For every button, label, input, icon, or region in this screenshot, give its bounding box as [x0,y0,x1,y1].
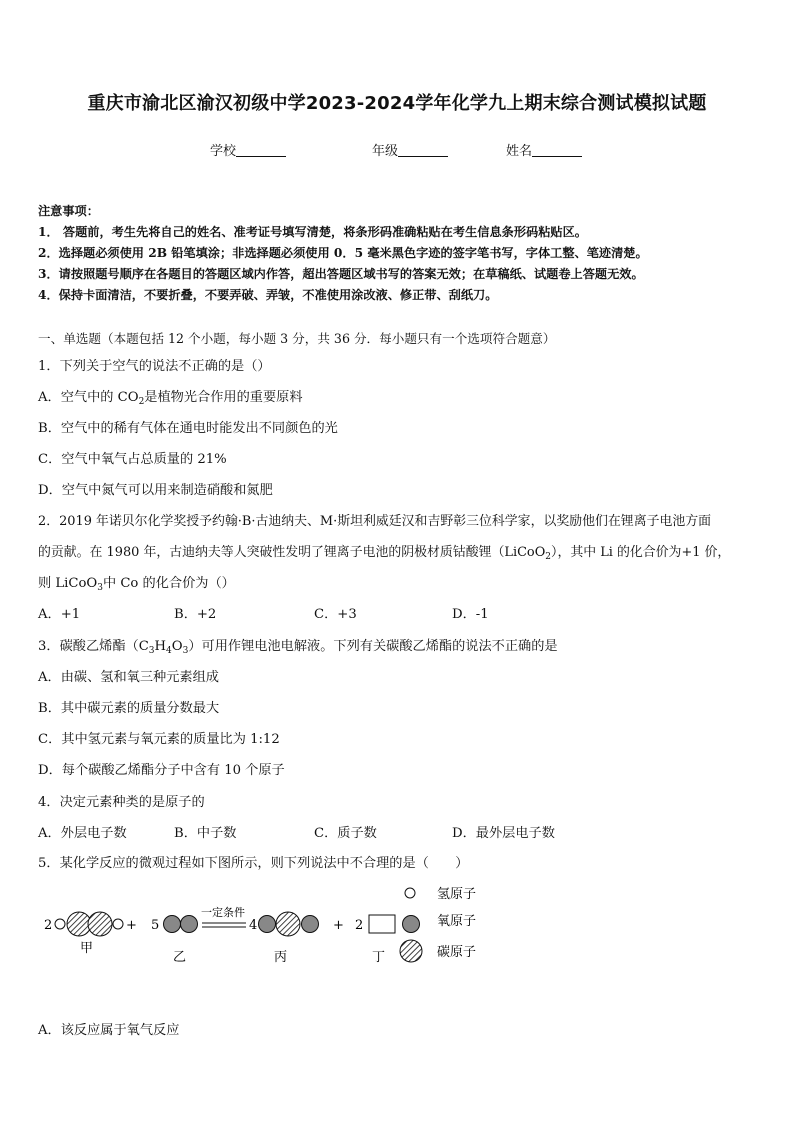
plus-sign: + [333,918,344,933]
legend-oxygen-label: 氧原子 [437,914,477,929]
question-3-option-b: B．其中碳元素的质量分数最大 [38,701,220,716]
question-3-option-c: C．其中氢元素与氧元素的质量比为 1:12 [38,732,280,747]
name-label: 姓名 [506,144,533,159]
hydrogen-atom [113,919,123,929]
question-2-stem-line-3: 则 LiCoO$_3$中 Co 的化合价为（） [38,576,235,593]
question-1-option-c: C．空气中氧气占总质量的 21% [38,452,227,467]
oxygen-atom [403,916,420,933]
legend-carbon-label: 碳原子 [437,945,477,960]
question-2-option-b: B．+2 [174,607,217,622]
label-jia: 甲 [80,941,94,956]
question-2-option-d: D．-1 [452,607,489,622]
legend-hydrogen-icon [405,888,415,898]
question-3-option-d: D．每个碳酸乙烯酯分子中含有 10 个原子 [38,763,285,778]
reaction-diagram [0,872,794,982]
question-1-stem: 1．下列关于空气的说法不正确的是（） [38,359,271,374]
question-5-option-a: A．该反应属于氧气反应 [38,1023,180,1038]
label-bing: 丙 [274,950,288,965]
coef-yi: 5 [151,918,160,933]
reaction-condition: 一定条件 [201,906,245,919]
grade-label: 年级 [372,144,399,159]
note-item: 1． 答题前，考生先将自己的姓名、准考证号填写清楚，将条形码准确粘贴在考生信息条形码粘贴区。 [38,225,587,239]
coef-ding: 2 [355,918,364,933]
note-item: 3．请按照题号顺序在各题目的答题区域内作答，超出答题区域书写的答案无效；在草稿纸、试题卷上答题无效。 [38,267,644,281]
oxygen-atom [181,916,198,933]
school-blank[interactable] [236,144,286,157]
label-yi: 乙 [173,950,187,965]
grade-blank[interactable] [398,144,448,157]
coef-bing: 4 [249,918,258,933]
notes-heading: 注意事项： [38,204,99,218]
note-item: 4．保持卡面清洁，不要折叠，不要弄破、弄皱，不准使用涂改液、修正带、刮纸刀。 [38,288,498,302]
carbon-atom [88,912,112,936]
question-2-stem-line-1: 2．2019 年诺贝尔化学奖授予约翰·B·古迪纳夫、M·斯坦利威廷汉和吉野彰三位科学家，以奖励他们在锂离子电池方面 [38,514,712,529]
hydrogen-atom [55,919,65,929]
name-blank[interactable] [532,144,582,157]
question-4-option-c: C．质子数 [314,826,377,841]
name-field [506,140,582,159]
oxygen-atom [164,916,181,933]
school-field [210,140,286,159]
question-4-stem: 4．决定元素种类的是原子的 [38,795,205,810]
carbon-atom [67,912,91,936]
legend-carbon-icon [400,940,422,962]
unknown-molecule-box [369,915,395,933]
question-4-option-d: D．最外层电子数 [452,826,555,841]
label-ding: 丁 [372,950,386,965]
carbon-atom [276,912,300,936]
molecule-bing [259,912,319,936]
question-3-stem: 3．碳酸乙烯酯$(C_3H_4O_3)$可用作锂电池电解液。下列有关碳酸乙烯酯的说法不正确的是 [38,639,558,656]
grade-field [372,140,448,159]
question-2-stem-line-2: 的贡献。在 1980 年，古迪纳夫等人突破性发明了锂离子电池的阴极材质钴酸锂（LiCoO$_2$），其中 Li 的化合价为+1 价， [38,545,731,562]
question-1-option-d: D．空气中氮气可以用来制造硝酸和氮肥 [38,483,273,498]
molecule-yi [164,916,198,933]
oxygen-atom [302,916,319,933]
question-2-option-a: A．+1 [38,607,81,622]
legend-hydrogen-label: 氢原子 [437,887,477,902]
question-1-option-a: A．空气中的 $CO_2$是植物光合作用的重要原料 [38,390,303,407]
section-heading: 一、单选题（本题包括 12 个小题，每小题 3 分，共 36 分．每小题只有一个选项符合题意） [38,331,556,346]
question-2-option-c: C．+3 [314,607,357,622]
plus-sign: + [126,918,137,933]
page-title: 重庆市渝北区渝汉初级中学2023-2024学年化学九上期末综合测试模拟试题 [87,93,707,114]
molecule-jia [55,912,123,936]
note-item: 2．选择题必须使用 2B 铅笔填涂；非选择题必须使用 0．5 毫米黑色字迹的签字笔书写，字体工整、笔迹清楚。 [38,246,648,260]
coef-jia: 2 [44,918,53,933]
school-label: 学校 [210,144,237,159]
oxygen-atom [259,916,276,933]
question-5-stem: 5．某化学反应的微观过程如下图所示，则下列说法中不合理的是（ ） [38,856,469,871]
question-4-option-a: A．外层电子数 [38,826,127,841]
question-4-option-b: B．中子数 [174,826,237,841]
question-3-option-a: A．由碳、氢和氧三种元素组成 [38,670,219,685]
question-1-option-b: B．空气中的稀有气体在通电时能发出不同颜色的光 [38,421,338,436]
